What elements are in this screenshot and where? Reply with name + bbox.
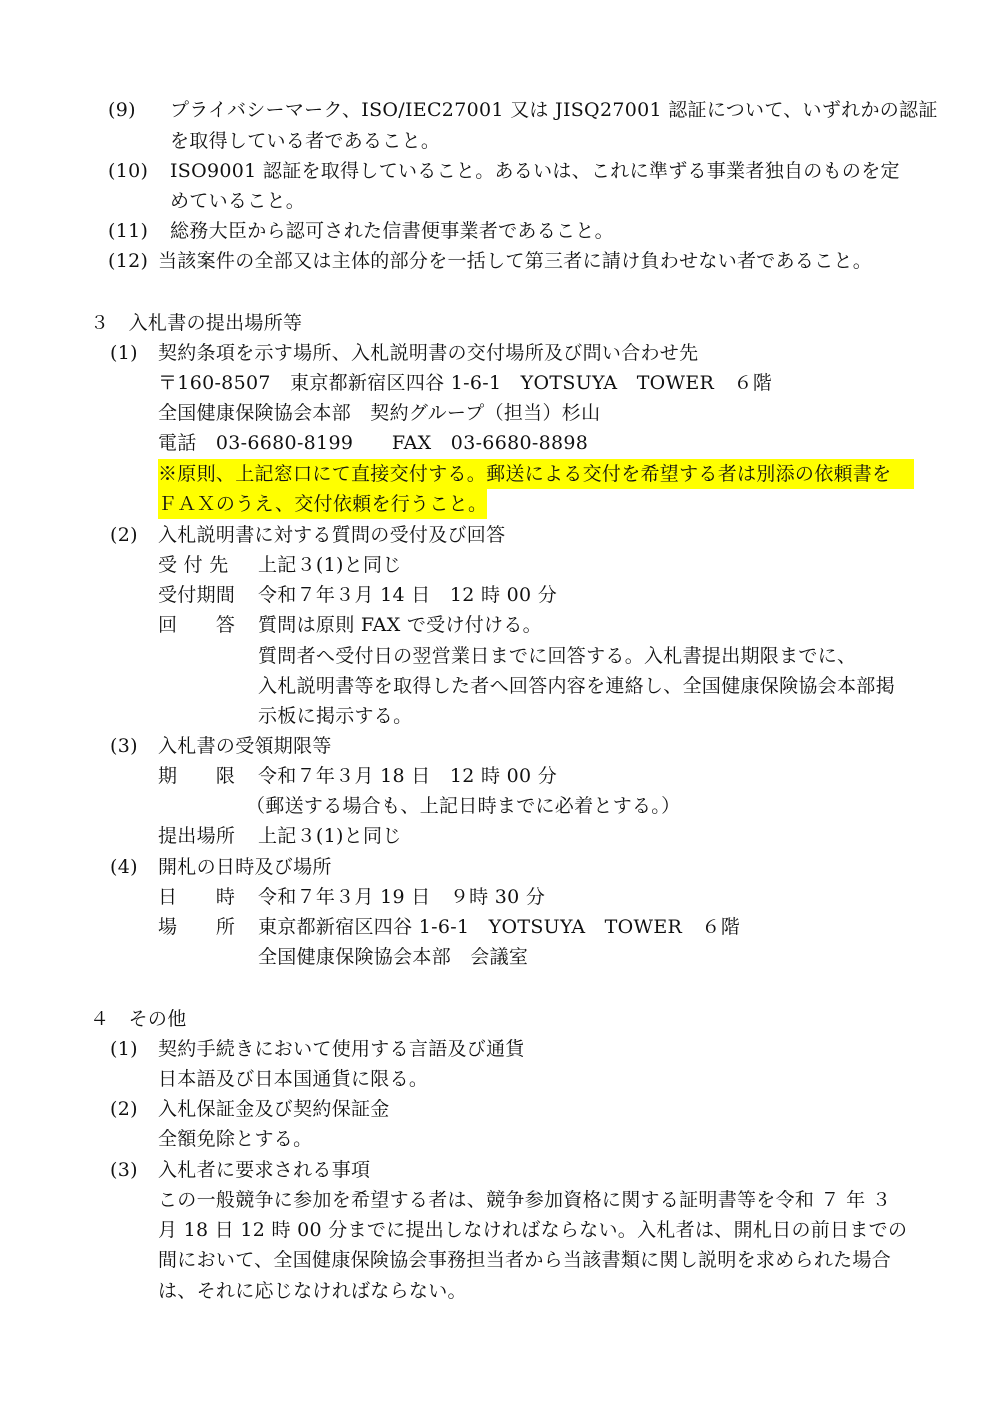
field-label: 日 時	[158, 886, 236, 908]
item-text: を取得している者であること。	[170, 130, 441, 152]
field-value: 上記３(1)と同じ	[258, 825, 402, 847]
item-text: 当該案件の全部又は主体的部分を一括して第三者に請け負わせない者であること。	[158, 250, 873, 272]
field-label: 受付期間	[158, 584, 236, 606]
item-title: 入札保証金及び契約保証金	[158, 1098, 390, 1120]
item-number: (10)	[108, 160, 149, 182]
field-value: 示板に掲示する。	[258, 705, 413, 727]
item-number: (1)	[110, 342, 138, 364]
item-number: (1)	[110, 1038, 138, 1060]
item-text: ISO9001 認証を取得していること。あるいは、これに準ずる事業者独自のものを定	[170, 160, 900, 182]
item-text: この一般競争に参加を希望する者は、競争参加資格に関する証明書等を令和 ７ 年 ３	[158, 1189, 892, 1211]
field-value: 入札説明書等を取得した者へ回答内容を連絡し、全国健康保険協会本部掲	[258, 675, 895, 697]
field-value: 令和７年３月 14 日 12 時 00 分	[258, 584, 558, 606]
field-value: 全国健康保険協会本部 会議室	[258, 946, 529, 968]
item-number: (9)	[108, 99, 136, 121]
field-label: 期 限	[158, 765, 236, 787]
item-number: (4)	[110, 856, 138, 878]
field-label: 回 答	[158, 614, 236, 636]
field-value: 令和７年３月 19 日 ９時 30 分	[258, 886, 546, 908]
field-note: （郵送する場合も、上記日時までに必着とする。）	[246, 795, 681, 817]
item-number: (11)	[108, 220, 149, 242]
item-text: 間において、全国健康保険協会事務担当者から当該書類に関し説明を求められた場合	[158, 1249, 892, 1271]
address-line: 〒160-8507 東京都新宿区四谷 1-6-1 YOTSUYA TOWER ６階	[158, 372, 773, 394]
field-value: 質問者へ受付日の翌営業日までに回答する。入札書提出期限までに、	[258, 645, 857, 667]
item-text: 月 18 日 12 時 00 分までに提出しなければならない。入札者は、開札日の前日までの	[158, 1219, 908, 1241]
item-text: 日本語及び日本国通貨に限る。	[158, 1068, 429, 1090]
item-text: プライバシーマーク、ISO/IEC27001 又は JISQ27001 認証について、いずれかの認証	[170, 99, 938, 121]
item-text: 全額免除とする。	[158, 1128, 313, 1150]
item-number: (2)	[110, 1098, 138, 1120]
field-label: 受 付 先	[158, 554, 229, 576]
highlighted-note: ＦＡＸのうえ、交付依頼を行うこと。	[158, 489, 487, 519]
field-value: 質問は原則 FAX で受け付ける。	[258, 614, 542, 636]
field-value: 令和７年３月 18 日 12 時 00 分	[258, 765, 558, 787]
item-title: 入札書の受領期限等	[158, 735, 332, 757]
field-label: 場 所	[158, 916, 236, 938]
item-title: 入札者に要求される事項	[158, 1159, 371, 1181]
item-number: (12)	[108, 250, 149, 272]
field-label: 提出場所	[158, 825, 236, 847]
item-title: 開札の日時及び場所	[158, 856, 332, 878]
item-title: 契約手続きにおいて使用する言語及び通貨	[158, 1038, 525, 1060]
item-title: 契約条項を示す場所、入札説明書の交付場所及び問い合わせ先	[158, 342, 699, 364]
item-title: 入札説明書に対する質問の受付及び回答	[158, 524, 506, 546]
highlighted-note: ※原則、上記窓口にて直接交付する。郵送による交付を希望する者は別添の依頼書を	[158, 459, 914, 489]
office-line: 全国健康保険協会本部 契約グループ（担当）杉山	[158, 402, 601, 424]
item-text: は、それに応じなければならない。	[158, 1280, 467, 1302]
section-heading: ４ その他	[90, 1008, 187, 1030]
item-text: 総務大臣から認可された信書便事業者であること。	[170, 220, 614, 242]
field-value: 東京都新宿区四谷 1-6-1 YOTSUYA TOWER ６階	[258, 916, 741, 938]
item-number: (2)	[110, 524, 138, 546]
item-number: (3)	[110, 1159, 138, 1181]
field-value: 上記３(1)と同じ	[258, 554, 402, 576]
item-text: めていること。	[170, 190, 306, 212]
section-heading: ３ 入札書の提出場所等	[90, 312, 303, 334]
phone-line: 電話 03-6680-8199 FAX 03-6680-8898	[158, 432, 589, 454]
item-number: (3)	[110, 735, 138, 757]
